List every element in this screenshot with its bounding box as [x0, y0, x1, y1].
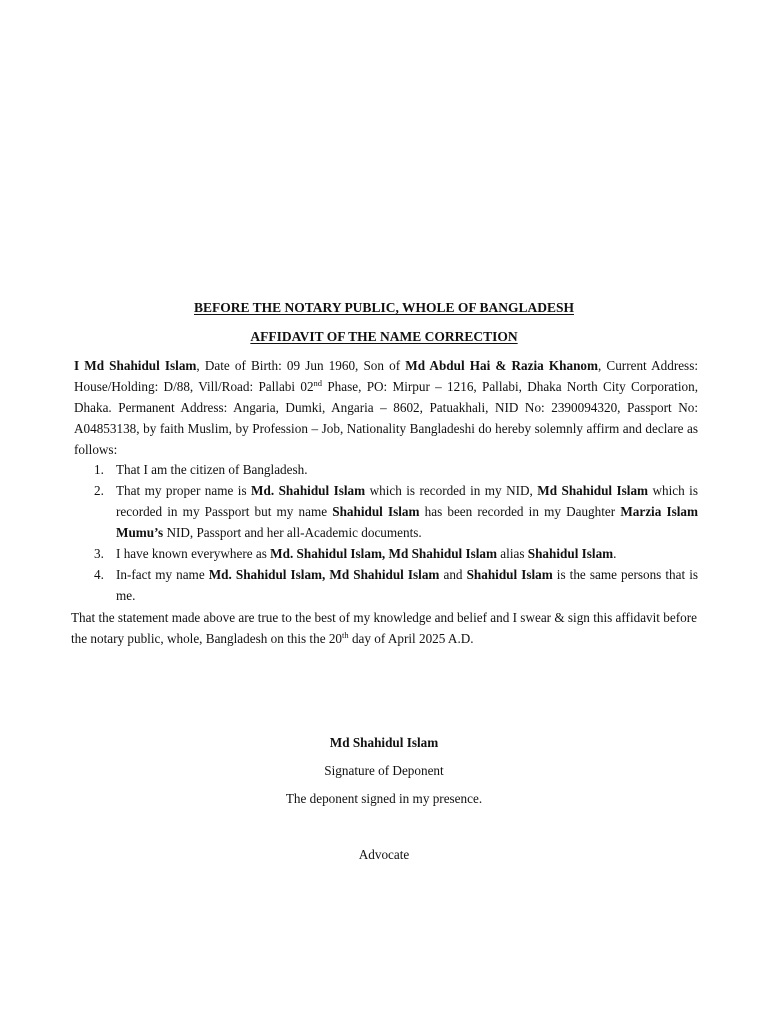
parents-names: Md Abdul Hai & Razia Khanom — [405, 358, 598, 373]
list-item-bold: Shahidul Islam — [466, 567, 553, 582]
list-item-text: NID, Passport and her all-Academic documents. — [163, 525, 422, 540]
list-item-text: and — [439, 567, 467, 582]
document-title: BEFORE THE NOTARY PUBLIC, WHOLE OF BANGLADESH — [194, 300, 574, 315]
list-item-bold: Md. Shahidul Islam, Md Shahidul Islam — [270, 546, 497, 561]
closing-text-continued: day of April 2025 A.D. — [348, 631, 474, 646]
closing-paragraph — [71, 607, 711, 649]
list-item-text: . — [613, 546, 617, 561]
list-item-bold: Shahidul Islam — [527, 546, 614, 561]
intro-paragraph — [74, 355, 698, 460]
advocate-label: Advocate — [358, 847, 410, 862]
list-item — [74, 480, 698, 543]
list-item-number: 1. — [94, 462, 104, 477]
list-item-text: is the same persons that is me. — [116, 567, 698, 603]
address-text: , Current Address: House/Holding: D/88, Vill/Road: Pallabi 02 — [74, 358, 698, 394]
signature-label: Signature of Deponent — [324, 763, 444, 778]
list-item-text: That I am the citizen of Bangladesh. — [116, 462, 308, 477]
address-superscript: nd — [313, 378, 323, 388]
list-item-number: 3. — [94, 546, 104, 561]
signatory-name: Md Shahidul Islam — [329, 735, 439, 750]
closing-superscript: th — [342, 630, 349, 640]
declaration-list — [74, 459, 698, 606]
list-item-bold: Md Shahidul Islam — [537, 483, 649, 498]
list-item-text: In-fact my name — [116, 567, 209, 582]
list-item-text: I have known everywhere as — [116, 546, 271, 561]
list-item-bold: Md. Shahidul Islam — [251, 483, 366, 498]
list-item — [74, 564, 698, 606]
address-text-continued: Phase, PO: Mirpur – 1216, Pallabi, Dhaka North City Corporation, Dhaka. Permanent Address: Angaria, Dumki, Angaria – 8602, Patuakhali, NID No: 2390094320, Passport No: A04853138, by faith Muslim, by Profession – Job, Nationality Bangladeshi do hereby solemnly affirm and declare as follows: — [74, 379, 698, 457]
document-subtitle: AFFIDAVIT OF THE NAME CORRECTION — [250, 329, 518, 344]
list-item-bold: Md. Shahidul Islam, Md Shahidul Islam — [208, 567, 440, 582]
list-item-number: 2. — [94, 483, 104, 498]
list-item-text: which is recorded in my Passport but my name — [116, 483, 698, 519]
list-item-text: That my proper name is — [116, 483, 252, 498]
list-item — [74, 543, 698, 564]
list-item-text: has been recorded in my Daughter — [419, 504, 621, 519]
list-item-number: 4. — [94, 567, 104, 582]
list-item-bold: Marzia Islam Mumu’s — [116, 504, 698, 540]
list-item-bold: Shahidul Islam — [332, 504, 420, 519]
deponent-name: I Md Shahidul Islam — [74, 358, 197, 373]
list-item-text: alias — [497, 546, 528, 561]
list-item — [74, 459, 698, 480]
dob-text: , Date of Birth: 09 Jun 1960, Son of — [196, 358, 406, 373]
list-item-text: which is recorded in my NID, — [365, 483, 538, 498]
witness-statement: The deponent signed in my presence. — [285, 791, 483, 806]
closing-text: That the statement made above are true to the best of my knowledge and belief and I swear & sign this affidavit before the notary public, whole, Bangladesh on this the 20 — [71, 610, 697, 646]
